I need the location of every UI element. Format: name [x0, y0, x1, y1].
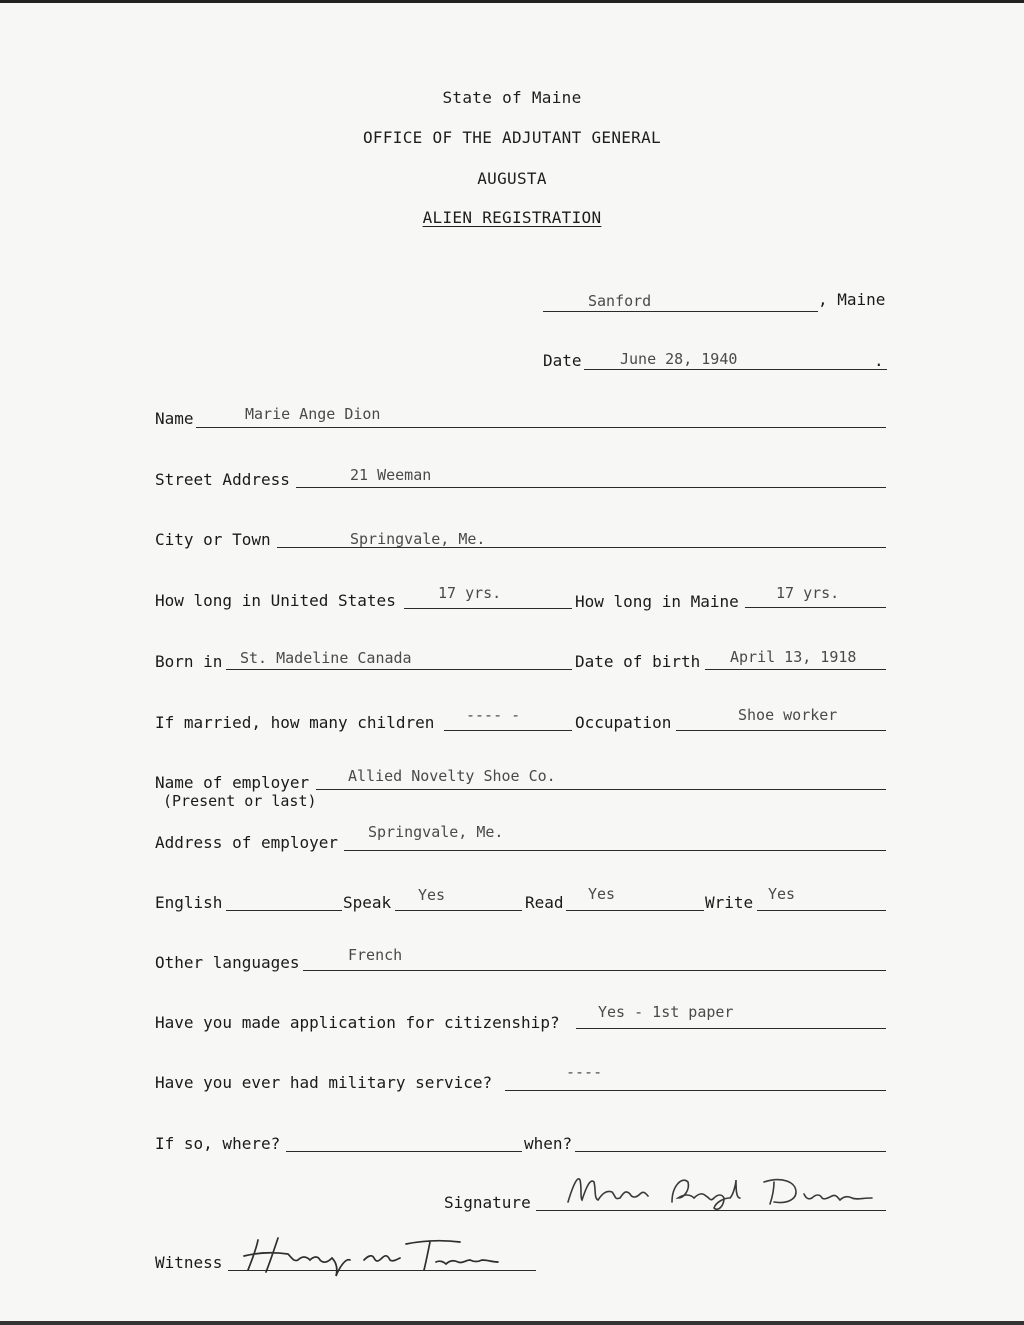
speak-value: Yes: [418, 886, 446, 904]
military-line: [505, 1090, 886, 1091]
when-line: [575, 1151, 886, 1152]
us-duration-value: 17 yrs.: [438, 584, 502, 602]
street-line: [296, 487, 886, 488]
city-label: City or Town: [155, 530, 271, 549]
state-heading: State of Maine: [442, 88, 582, 107]
citizenship-value: Yes - 1st paper: [598, 1003, 734, 1021]
english-label: English: [155, 893, 223, 912]
dob-line: [705, 669, 886, 670]
date-value: June 28, 1940: [620, 350, 738, 368]
occupation-label: Occupation: [575, 713, 672, 732]
date-label: Date: [543, 351, 582, 370]
witness-label: Witness: [155, 1253, 223, 1272]
read-label: Read: [525, 893, 564, 912]
employer-line: [316, 789, 886, 790]
date-end: .: [874, 351, 884, 370]
write-value: Yes: [768, 885, 796, 903]
citizenship-line: [576, 1028, 886, 1029]
born-in-line: [226, 669, 572, 670]
maine-duration-value: 17 yrs.: [776, 584, 840, 602]
employer-address-line: [344, 850, 886, 851]
employer-address-label: Address of employer: [155, 833, 339, 852]
name-line: [196, 427, 886, 428]
born-in-label: Born in: [155, 652, 223, 671]
read-line: [566, 910, 704, 911]
speak-line: [395, 910, 522, 911]
scan-edge-top: [0, 0, 1024, 3]
other-languages-line: [303, 970, 886, 971]
signature-label: Signature: [444, 1193, 531, 1212]
us-duration-label: How long in United States: [155, 591, 396, 610]
write-label: Write: [705, 893, 754, 912]
place-value: Sanford: [588, 292, 652, 310]
military-label: Have you ever had military service?: [155, 1073, 493, 1092]
occupation-value: Shoe worker: [738, 706, 838, 724]
where-line: [286, 1151, 522, 1152]
children-line: [444, 730, 572, 731]
employer-sublabel: (Present or last): [163, 792, 317, 810]
born-in-value: St. Madeline Canada: [240, 649, 412, 667]
witness-signature: [240, 1232, 510, 1278]
form-title: [0, 208, 1024, 227]
name-label: Name: [155, 409, 194, 428]
place-suffix: , Maine: [818, 290, 886, 309]
speak-label: Speak: [343, 893, 392, 912]
employer-value: Allied Novelty Shoe Co.: [348, 767, 556, 785]
name-value: Marie Ange Dion: [245, 405, 381, 423]
when-label: when?: [524, 1134, 573, 1153]
read-value: Yes: [588, 885, 616, 903]
scan-edge-bottom: [0, 1321, 1024, 1325]
street-value: 21 Weeman: [350, 466, 432, 484]
where-label: If so, where?: [155, 1134, 281, 1153]
applicant-signature: [560, 1168, 880, 1216]
occupation-line: [676, 730, 886, 731]
dob-value: April 13, 1918: [730, 648, 857, 666]
city-heading: AUGUSTA: [477, 169, 547, 188]
us-duration-line: [404, 608, 572, 609]
street-label: Street Address: [155, 470, 290, 489]
maine-duration-line: [745, 607, 886, 608]
date-line: [584, 369, 887, 370]
place-line: [543, 311, 818, 312]
write-line: [757, 910, 886, 911]
children-label: If married, how many children: [155, 713, 435, 732]
children-value: ---- -: [466, 706, 521, 724]
city-value: Springvale, Me.: [350, 530, 486, 548]
form-title-text: ALIEN REGISTRATION: [422, 208, 602, 227]
employer-address-value: Springvale, Me.: [368, 823, 504, 841]
other-languages-label: Other languages: [155, 953, 300, 972]
citizenship-label: Have you made application for citizenship?: [155, 1013, 560, 1032]
other-languages-value: French: [348, 946, 403, 964]
maine-duration-label: How long in Maine: [575, 592, 739, 611]
dob-label: Date of birth: [575, 652, 701, 671]
employer-label: Name of employer: [155, 773, 310, 792]
english-line: [226, 910, 342, 911]
office-heading: OFFICE OF THE ADJUTANT GENERAL: [363, 128, 661, 147]
military-value: ----: [566, 1063, 603, 1081]
